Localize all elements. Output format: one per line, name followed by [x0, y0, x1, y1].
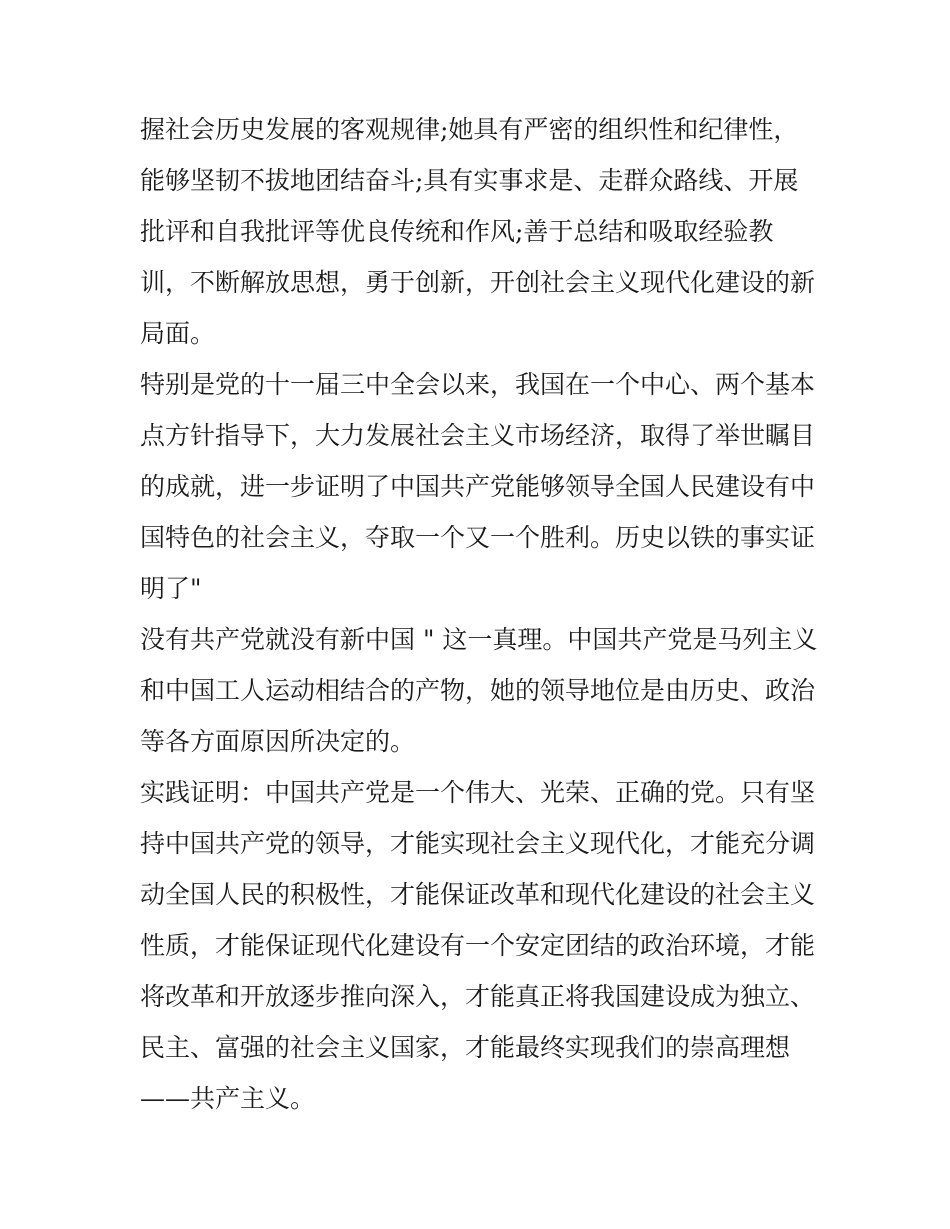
text-line: 和中国工人运动相结合的产物，她的领导地位是由历史、政治: [140, 676, 816, 705]
text-line: 的成就，进一步证明了中国共产党能够领导全国人民建设有中: [140, 472, 816, 501]
text-line: ——共产主义。: [140, 1084, 316, 1113]
text-line: 动全国人民的积极性，才能保证改革和现代化建设的社会主义: [140, 880, 816, 909]
body-text: [140, 104, 820, 1124]
text-line: 握社会历史发展的客观规律;她具有严密的组织性和纪律性，: [140, 115, 799, 144]
text-line: 能够坚韧不拔地团结奋斗;具有实事求是、走群众路线、开展: [140, 166, 799, 195]
text-line: 明了": [140, 574, 202, 603]
text-line: 训，不断解放思想，勇于创新，开创社会主义现代化建设的新: [140, 268, 816, 297]
text-line: 等各方面原因所决定的。: [140, 727, 416, 756]
text-line: 性质，才能保证现代化建设有一个安定团结的政治环境，才能: [140, 931, 816, 960]
text-line: 局面。: [140, 319, 216, 348]
text-line: 国特色的社会主义，夺取一个又一个胜利。历史以铁的事实证: [140, 523, 816, 552]
text-line: 民主、富强的社会主义国家，才能最终实现我们的崇高理想: [140, 1033, 791, 1062]
text-line: 持中国共产党的领导，才能实现社会主义现代化，才能充分调: [140, 829, 816, 858]
text-line: 将改革和开放逐步推向深入，才能真正将我国建设成为独立、: [140, 982, 816, 1011]
text-line: 特别是党的十一届三中全会以来，我国在一个中心、两个基本: [140, 370, 816, 399]
text-line: 点方针指导下，大力发展社会主义市场经济，取得了举世瞩目: [140, 421, 816, 450]
text-line: 没有共产党就没有新中国 " 这一真理。中国共产党是马列主义: [140, 625, 818, 654]
text-line: 实践证明：中国共产党是一个伟大、光荣、正确的党。只有坚: [140, 778, 816, 807]
text-line: 批评和自我批评等优良传统和作风;善于总结和吸取经验教: [140, 217, 774, 246]
